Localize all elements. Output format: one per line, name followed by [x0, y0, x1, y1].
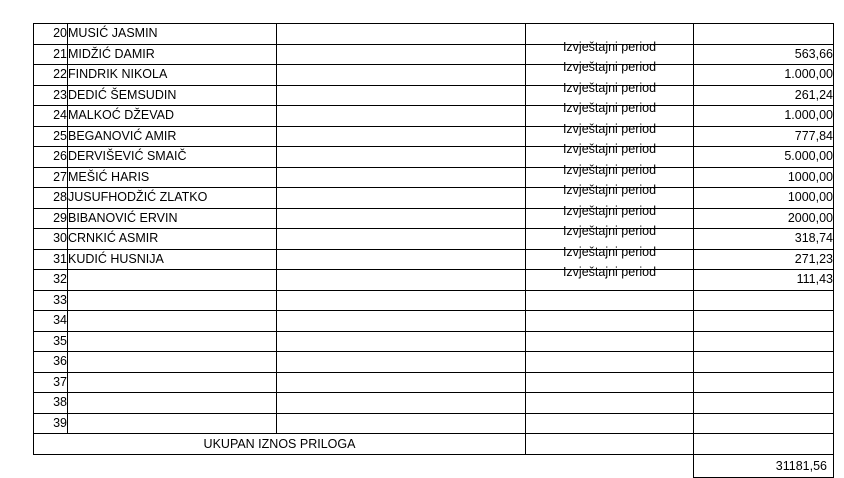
row-number: 31 [34, 249, 68, 270]
total-amount-placeholder [694, 434, 834, 455]
row-period [526, 413, 694, 434]
table-row [34, 413, 834, 434]
row-period: Izvještajni period [526, 126, 694, 147]
row-amount: 1.000,00 [694, 65, 834, 86]
row-period: Izvještajni period [526, 208, 694, 229]
row-amount: 111,43 [694, 270, 834, 291]
row-period: Izvještajni period [526, 44, 694, 65]
table-row [34, 331, 834, 352]
table-row [34, 249, 834, 270]
row-blank-cell [277, 44, 526, 65]
row-amount: 1000,00 [694, 167, 834, 188]
row-period: Izvještajni period [526, 147, 694, 168]
grand-total-amount: 31181,56 [694, 455, 834, 478]
row-number: 38 [34, 393, 68, 414]
row-name [68, 372, 277, 393]
row-name: KUDIĆ HUSNIJA [68, 249, 277, 270]
row-amount [694, 24, 834, 45]
row-number: 34 [34, 311, 68, 332]
row-blank-cell [277, 85, 526, 106]
row-amount [694, 372, 834, 393]
row-number: 25 [34, 126, 68, 147]
table-row [34, 352, 834, 373]
table-row [34, 188, 834, 209]
row-name [68, 270, 277, 291]
row-number: 23 [34, 85, 68, 106]
row-period [526, 352, 694, 373]
row-blank-cell [277, 413, 526, 434]
row-period: Izvještajni period [526, 106, 694, 127]
row-blank-cell [277, 188, 526, 209]
row-amount: 5.000,00 [694, 147, 834, 168]
total-blank-cell [526, 434, 694, 455]
row-period [526, 393, 694, 414]
table-row [34, 24, 834, 45]
row-blank-cell [277, 167, 526, 188]
table-row [34, 229, 834, 250]
table-row [34, 372, 834, 393]
row-name: BIBANOVIĆ ERVIN [68, 208, 277, 229]
row-number: 37 [34, 372, 68, 393]
row-number: 32 [34, 270, 68, 291]
table-row [34, 208, 834, 229]
table-row [34, 65, 834, 86]
grand-total-spacer-2 [526, 455, 694, 478]
row-amount [694, 413, 834, 434]
row-name: MIDŽIĆ DAMIR [68, 44, 277, 65]
row-period: Izvještajni period [526, 270, 694, 291]
row-amount: 2000,00 [694, 208, 834, 229]
table-row [34, 44, 834, 65]
row-number: 28 [34, 188, 68, 209]
row-amount: 1.000,00 [694, 106, 834, 127]
row-name [68, 290, 277, 311]
total-label: UKUPAN IZNOS PRILOGA [34, 434, 526, 455]
row-amount: 1000,00 [694, 188, 834, 209]
table-row [34, 85, 834, 106]
row-blank-cell [277, 311, 526, 332]
row-blank-cell [277, 126, 526, 147]
row-name [68, 311, 277, 332]
row-blank-cell [277, 290, 526, 311]
row-name: MUSIĆ JASMIN [68, 24, 277, 45]
row-number: 24 [34, 106, 68, 127]
table-row [34, 393, 834, 414]
row-blank-cell [277, 229, 526, 250]
row-period [526, 311, 694, 332]
table-row [34, 290, 834, 311]
row-blank-cell [277, 249, 526, 270]
table-body [34, 24, 834, 478]
row-number: 26 [34, 147, 68, 168]
row-amount: 271,23 [694, 249, 834, 270]
row-name: CRNKIĆ ASMIR [68, 229, 277, 250]
row-amount [694, 311, 834, 332]
table-row [34, 106, 834, 127]
row-number: 27 [34, 167, 68, 188]
row-name: MEŠIĆ HARIS [68, 167, 277, 188]
row-blank-cell [277, 352, 526, 373]
row-number: 22 [34, 65, 68, 86]
row-period: Izvještajni period [526, 188, 694, 209]
row-amount: 261,24 [694, 85, 834, 106]
row-blank-cell [277, 331, 526, 352]
row-amount: 777,84 [694, 126, 834, 147]
row-period: Izvještajni period [526, 249, 694, 270]
total-row [34, 434, 834, 455]
row-blank-cell [277, 24, 526, 45]
table-row [34, 126, 834, 147]
row-period: Izvještajni period [526, 229, 694, 250]
row-name [68, 413, 277, 434]
grand-total-row [34, 455, 834, 478]
row-amount [694, 331, 834, 352]
row-number: 30 [34, 229, 68, 250]
row-blank-cell [277, 270, 526, 291]
row-amount: 318,74 [694, 229, 834, 250]
row-blank-cell [277, 147, 526, 168]
row-number: 29 [34, 208, 68, 229]
row-number: 33 [34, 290, 68, 311]
row-number: 36 [34, 352, 68, 373]
grand-total-spacer [34, 455, 526, 478]
row-name: BEGANOVIĆ AMIR [68, 126, 277, 147]
row-number: 20 [34, 24, 68, 45]
row-name [68, 393, 277, 414]
row-amount [694, 352, 834, 373]
row-amount [694, 393, 834, 414]
row-name: DERVIŠEVIĆ SMAIČ [68, 147, 277, 168]
row-number: 39 [34, 413, 68, 434]
row-blank-cell [277, 106, 526, 127]
table-row [34, 167, 834, 188]
row-number: 35 [34, 331, 68, 352]
table-row [34, 147, 834, 168]
table-row [34, 270, 834, 291]
row-period: Izvještajni period [526, 65, 694, 86]
row-amount: 563,66 [694, 44, 834, 65]
row-name: FINDRIK NIKOLA [68, 65, 277, 86]
row-number: 21 [34, 44, 68, 65]
row-blank-cell [277, 208, 526, 229]
row-name: DEDIĆ ŠEMSUDIN [68, 85, 277, 106]
row-name [68, 331, 277, 352]
contributions-table [33, 23, 834, 478]
row-name: JUSUFHODŽIĆ ZLATKO [68, 188, 277, 209]
row-name: MALKOĆ DŽEVAD [68, 106, 277, 127]
row-amount [694, 290, 834, 311]
row-blank-cell [277, 65, 526, 86]
row-blank-cell [277, 393, 526, 414]
row-period [526, 372, 694, 393]
row-period: Izvještajni period [526, 167, 694, 188]
table-row [34, 311, 834, 332]
row-period [526, 331, 694, 352]
row-period [526, 290, 694, 311]
row-blank-cell [277, 372, 526, 393]
row-name [68, 352, 277, 373]
row-period: Izvještajni period [526, 85, 694, 106]
